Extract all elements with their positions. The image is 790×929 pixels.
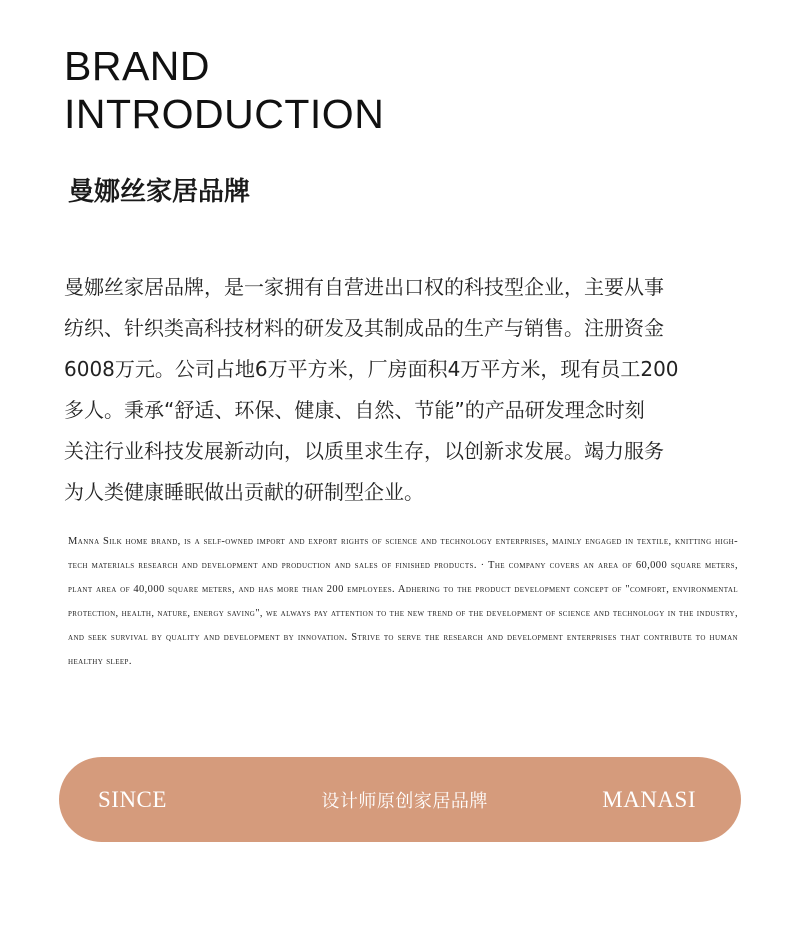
title-line-1: BRAND — [64, 43, 211, 89]
banner-brand-name: MANASI — [602, 786, 696, 812]
cn-line: 6008万元。公司占地6万平方米，厂房面积4万平方米，现有员工200 — [64, 357, 679, 381]
banner-slogan: 设计师原创家居品牌 — [321, 790, 488, 812]
brand-subtitle: 曼娜丝家居品牌 — [68, 177, 251, 207]
chinese-description — [64, 267, 744, 513]
page-title — [64, 42, 384, 138]
brand-banner — [59, 757, 741, 842]
cn-line: 多人。秉承“舒适、环保、健康、自然、节能”的产品研发理念时刻 — [64, 398, 645, 422]
cn-line: 纺织、针织类高科技材料的研发及其制成品的生产与销售。注册资金 — [64, 316, 664, 340]
cn-line: 为人类健康睡眠做出贡献的研制型企业。 — [64, 480, 424, 504]
title-line-2: INTRODUCTION — [64, 91, 385, 137]
cn-line: 关注行业科技发展新动向，以质里求生存，以创新求发展。竭力服务 — [64, 439, 664, 463]
cn-line: 曼娜丝家居品牌，是一家拥有自营进出口权的科技型企业，主要从事 — [64, 275, 664, 299]
banner-since-label: SINCE — [98, 786, 167, 812]
english-description: Manna Silk home brand, is a self-owned import and export rights of science and technology enterprises, mainly engaged in textile, knitting high-tech materials research and development and production and sales of finished products. · The company covers an area of 60,000 square meters, plant area of 40,000 square meters, and has more than 200 employees. Adhering to the product development concept of "comfort, environmental protection, health, nature, energy saving", we always pay attention to the new trend of the development of science and technology in the industry, and seek survival by quality and development by innovation. Strive to serve the research and development enterprises that contribute to human healthy sleep. — [68, 536, 738, 667]
